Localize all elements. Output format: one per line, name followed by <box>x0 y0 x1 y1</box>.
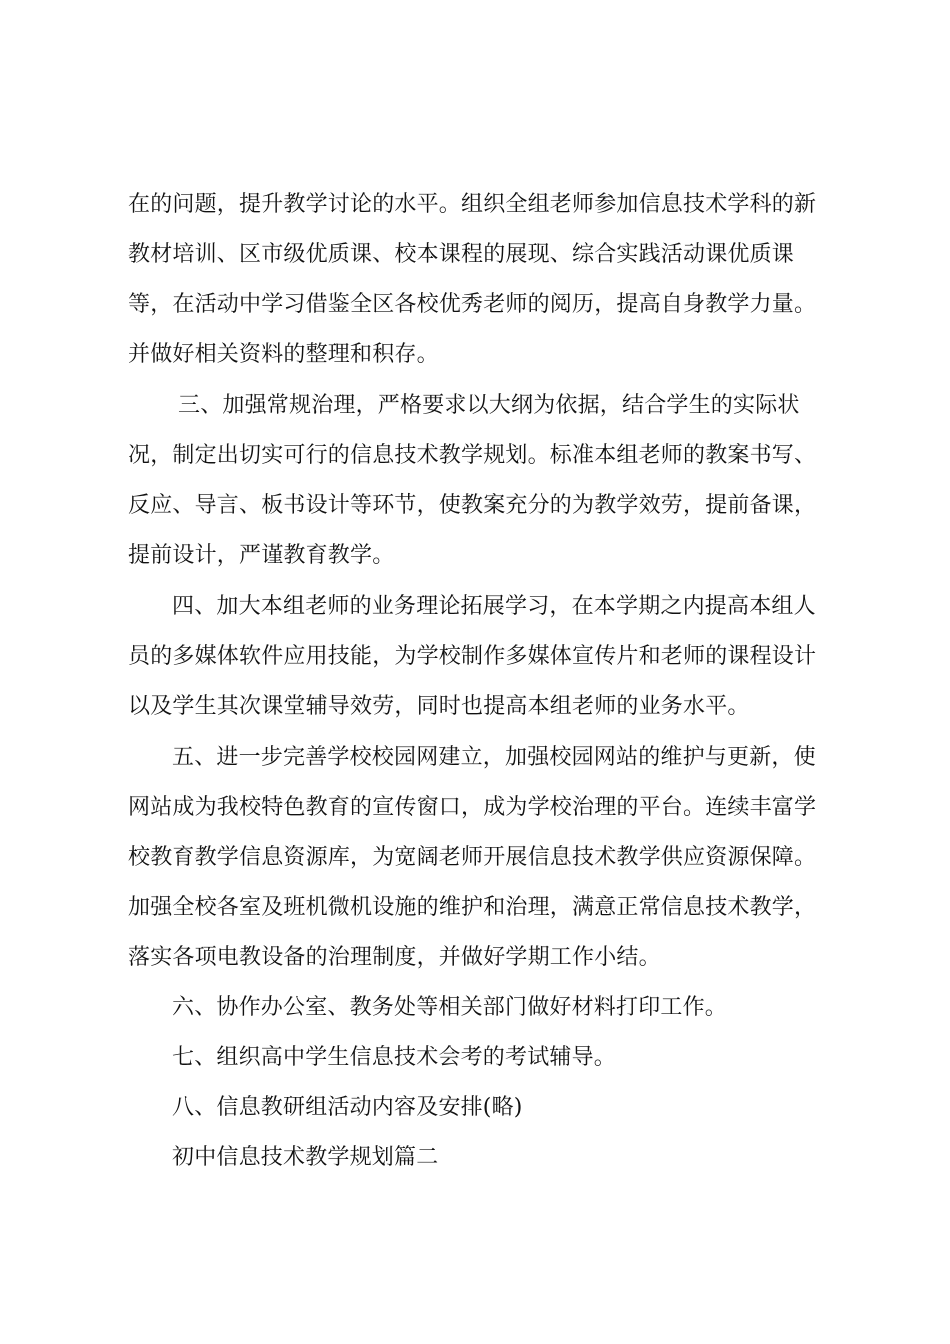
text-line: 教材培训、区市级优质课、校本课程的展现、综合实践活动课优质课 <box>128 242 795 267</box>
text-line: 加强全校各室及班机微机设施的维护和治理，满意正常信息技术教学， <box>128 895 817 920</box>
text-line: 五、进一步完善学校校园网建立，加强校园网站的维护与更新，使 <box>172 745 816 770</box>
text-line: 八、信息教研组活动内容及安排(略) <box>172 1095 523 1120</box>
text-line: 校教育教学信息资源库，为宽阔老师开展信息技术教学供应资源保障。 <box>128 845 817 870</box>
text-line: 七、组织高中学生信息技术会考的考试辅导。 <box>172 1045 617 1070</box>
text-line: 六、协作办公室、教务处等相关部门做好材料打印工作。 <box>172 995 728 1020</box>
text-line: 并做好相关资料的整理和积存。 <box>128 342 439 367</box>
text-line: 员的多媒体软件应用技能，为学校制作多媒体宣传片和老师的课程设计 <box>128 644 817 669</box>
text-line: 反应、导言、板书设计等环节，使教案充分的为教学效劳，提前备课， <box>128 493 817 518</box>
text-line: 以及学生其次课堂辅导效劳，同时也提高本组老师的业务水平。 <box>128 694 750 719</box>
text-line: 四、加大本组老师的业务理论拓展学习，在本学期之内提高本组人 <box>172 594 816 619</box>
text-line: 落实各项电教设备的治理制度，并做好学期工作小结。 <box>128 945 661 970</box>
text-line: 在的问题，提升教学讨论的水平。组织全组老师参加信息技术学科的新 <box>128 192 817 217</box>
text-line: 况，制定出切实可行的信息技术教学规划。标准本组老师的教案书写、 <box>128 443 817 468</box>
text-line: 网站成为我校特色教育的宣传窗口，成为学校治理的平台。连续丰富学 <box>128 795 817 820</box>
section-heading: 初中信息技术教学规划篇二 <box>172 1145 439 1170</box>
text-line: 提前设计，严谨教育教学。 <box>128 543 395 568</box>
text-line: 等，在活动中学习借鉴全区各校优秀老师的阅历，提高自身教学力量。 <box>128 292 817 317</box>
text-line: 三、加强常规治理，严格要求以大纲为依据，结合学生的实际状 <box>178 393 800 418</box>
